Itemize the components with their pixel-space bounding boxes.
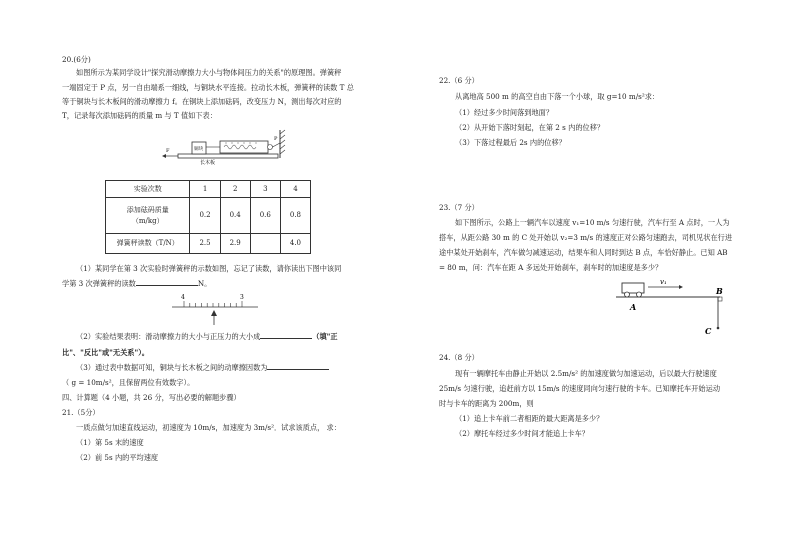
q20-apparatus-figure xyxy=(160,128,290,173)
q24-sub-question: （2）摩托车经过多少时间才能追上卡车？ xyxy=(455,429,589,438)
table-cell: 0.4 xyxy=(220,198,250,234)
q20-text-line: T，记录每次添加砝码的质量 m 与 T 值如下表： xyxy=(62,111,217,120)
q20-heading: 20.(6分) xyxy=(62,55,91,64)
answer-blank[interactable] xyxy=(267,369,329,370)
q24-text-line: 时与卡车的距离为 200m，则 xyxy=(439,399,534,408)
table-header: 4 xyxy=(280,181,310,198)
q20-text-line: 等于铜块与长木板间的滑动摩擦力 f。在铜块上添加砝码，改变压力 N，测出每次对应的 xyxy=(62,97,342,106)
point-p-label: P xyxy=(274,136,278,142)
table-cell: 2.5 xyxy=(190,234,220,254)
table-header: 实验次数 xyxy=(106,181,190,198)
q22-sub-question: （3）下落过程最后 2s 内的位移？ xyxy=(455,138,566,147)
q20-sub1-text: 学第 3 次弹簧秤的读数 xyxy=(62,279,136,288)
q20-sub1-line: （1）某同学在第 3 次实验时弹簧秤的示数如图，忘记了读数，请你读出下图中该同 xyxy=(76,264,342,273)
q21-text-line: 一质点做匀加速直线运动，初速度为 10m/s，加速度为 3m/s²．试求该质点， 求： xyxy=(76,423,341,432)
q20-text-line: 如图所示为某同学设计"探究滑动摩擦力大小与物体间压力的关系"的原理图。弹簧秤 xyxy=(76,68,342,77)
q20-sub2-hint-cont: 比"、"反比"或"无关系"）。 xyxy=(62,348,149,357)
force-label: F xyxy=(166,148,170,154)
q23-text-line: = 80 m，问：汽车在距 A 多远处开始刹车，刹车时的加速度是多少？ xyxy=(439,263,663,272)
table-header: 1 xyxy=(190,181,220,198)
table-cell: 0.8 xyxy=(280,198,310,234)
q22-sub-question: （1）经过多少时间落到地面？ xyxy=(455,108,554,117)
point-a-label: A xyxy=(630,302,637,312)
q20-sub2-line xyxy=(76,333,338,340)
table-header: 3 xyxy=(250,181,280,198)
q21-heading: 21.（5分） xyxy=(62,408,100,417)
point-b-label: B xyxy=(716,286,723,296)
q21-sub-question: （2）前 5s 内的平均速度 xyxy=(76,453,159,462)
q24-sub-question: （1）追上卡车前二者相距的最大距离是多少？ xyxy=(455,414,604,423)
q23-text-line: 如下图所示，公路上一辆汽车以速度 v₁=10 m/s 匀速行驶，汽车行至 A 点时，一人为 xyxy=(455,218,730,227)
table-cell: 0.6 xyxy=(250,198,280,234)
q21-sub-question: （1）第 5s 末的速度 xyxy=(76,438,144,447)
table-cell xyxy=(250,234,280,254)
point-c-label: C xyxy=(705,326,712,336)
q22-heading: 22.（6 分） xyxy=(439,76,479,85)
q24-heading: 24.（8 分） xyxy=(439,353,479,362)
mass-label-unit: （m/kg） xyxy=(131,216,164,225)
q23-text-line: 搭车，从距公路 30 m 的 C 处开始以 v₂=3 m/s 的速度正对公路匀速跑去，司机见状在行进 xyxy=(439,233,733,242)
q24-text-line: 现有一辆摩托车由静止开始以 2.5m/s² 的加速度做匀加速运动，后以最大行驶速度 xyxy=(455,369,717,378)
table-header: 2 xyxy=(220,181,250,198)
board-label: 长木板 xyxy=(200,160,216,166)
table-cell: 0.2 xyxy=(190,198,220,234)
q20-text-line: 一端固定于 P 点，另一自由端系一细线，与铜块水平连接。拉动长木板，弹簧秤的读数 T 总 xyxy=(62,83,354,92)
table-row-label xyxy=(106,198,190,234)
q23-text-line: 途中某处开始刹车，汽车做匀减速运动，结果车和人同时到达 B 点，车恰好静止。已知 AB xyxy=(439,248,728,257)
q23-road-figure xyxy=(608,272,728,338)
table-row-label: 弹簧秤读数（T/N） xyxy=(106,234,190,254)
q20-sub1-unit: N。 xyxy=(197,279,212,288)
q22-text-line: 从离地高 500 m 的高空自由下落一个小球，取 g=10 m/s²求： xyxy=(455,92,660,101)
q23-heading: 23.（7 分） xyxy=(439,203,479,212)
block-label: 铜块 xyxy=(194,147,204,152)
answer-blank[interactable] xyxy=(136,285,198,286)
q20-sub3-line xyxy=(76,364,329,371)
q20-sub2-text: （2）实验结果表明：滑动摩擦力的大小与正压力的大小成 xyxy=(76,332,261,341)
velocity-label: v₁ xyxy=(660,278,667,286)
q20-data-table xyxy=(105,180,311,254)
answer-blank[interactable] xyxy=(260,338,312,339)
q20-sub3-text: （3）通过表中数据可知，铜块与长木板之间的动摩擦因数为 xyxy=(76,363,268,372)
section-heading: 四、计算题（4 小题，共 26 分，写出必要的解题步骤） xyxy=(62,393,241,402)
q20-sub1-line xyxy=(62,280,211,287)
scale-right-label: 3 xyxy=(240,294,244,301)
q20-sub3-note: （ g = 10m/s²，且保留两位有效数字）。 xyxy=(62,378,195,387)
table-cell: 4.0 xyxy=(280,234,310,254)
table-cell: 2.9 xyxy=(220,234,250,254)
q20-sub2-hint: （填"正 xyxy=(312,332,338,341)
q24-text-line: 25m/s 匀速行驶，追赶前方以 15m/s 的速度同向匀速行驶的卡车。已知摩托车开始运动 xyxy=(439,384,721,393)
q22-sub-question: （2）从开始下落时刻起，在第 2 s 内的位移？ xyxy=(455,123,605,132)
scale-left-label: 4 xyxy=(181,294,185,301)
mass-label-line: 添加砝码质量 xyxy=(126,205,169,214)
spring-scale-reading-figure xyxy=(170,291,260,327)
